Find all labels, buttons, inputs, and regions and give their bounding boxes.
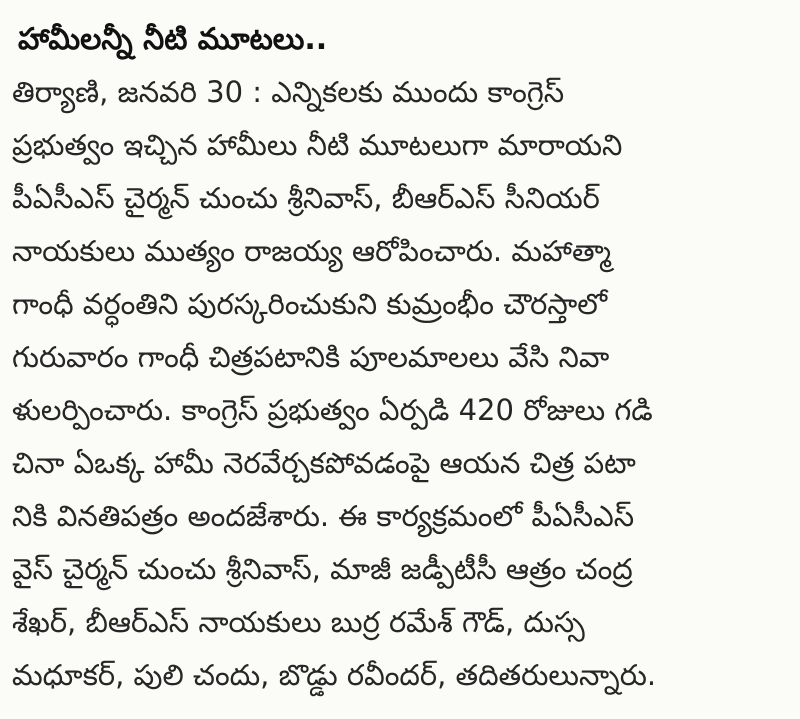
cropped-previous-text xyxy=(0,0,800,12)
article-line: గురువారం గాంధీ చిత్రపటానికి పూలమాలలు వేసి నివా xyxy=(12,340,610,374)
article-line: గాంధీ వర్ధంతిని పురస్కరించుకుని కుమ్రంభీం చౌరస్తాలో xyxy=(12,287,608,321)
article-line: ళులర్పించారు. కాంగ్రెస్ ప్రభుత్వం ఏర్పడి 420 రోజులు గడి xyxy=(12,393,653,427)
article-line: పీఏసీఎస్ చైర్మన్ చుంచు శ్రీనివాస్, బీఆర్ఎస్ సీనియర్ xyxy=(12,181,600,215)
article-line: నికి వినతిపత్రం అందజేశారు. ఈ కార్యక్రమంలో పీఏసీఎస్ xyxy=(12,499,635,533)
article-line: వైస్ చైర్మన్ చుంచు శ్రీనివాస్, మాజీ జడ్పీటీసీ ఆత్రం చంద్ర xyxy=(12,552,633,586)
article-line: ప్రభుత్వం ఇచ్చిన హామీలు నీటి మూటలుగా మారాయని xyxy=(12,128,623,162)
article-line: శేఖర్, బీఆర్ఎస్ నాయకులు బుర్ర రమేశ్ గౌడ్, దుస్స xyxy=(12,605,585,639)
cropped-next-text xyxy=(0,706,800,719)
article-line: మధూకర్, పులి చందు, బొడ్డు రవీందర్, తదితరులున్నారు. xyxy=(12,658,657,692)
article-line: నాయకులు ముత్యం రాజయ్య ఆరోపించారు. మహాత్మా xyxy=(12,234,612,268)
article-headline: హామీలన్నీ నీటి మూటలు.. xyxy=(18,22,328,57)
article-line: తిర్యాణి, జనవరి 30 : ఎన్నికలకు ముందు కాంగ్రెస్ xyxy=(12,75,565,109)
article-line: చినా ఏఒక్క హామీ నెరవేర్చకపోవడంపై ఆయన చిత్ర పటా xyxy=(12,446,636,480)
article-body xyxy=(12,66,792,702)
